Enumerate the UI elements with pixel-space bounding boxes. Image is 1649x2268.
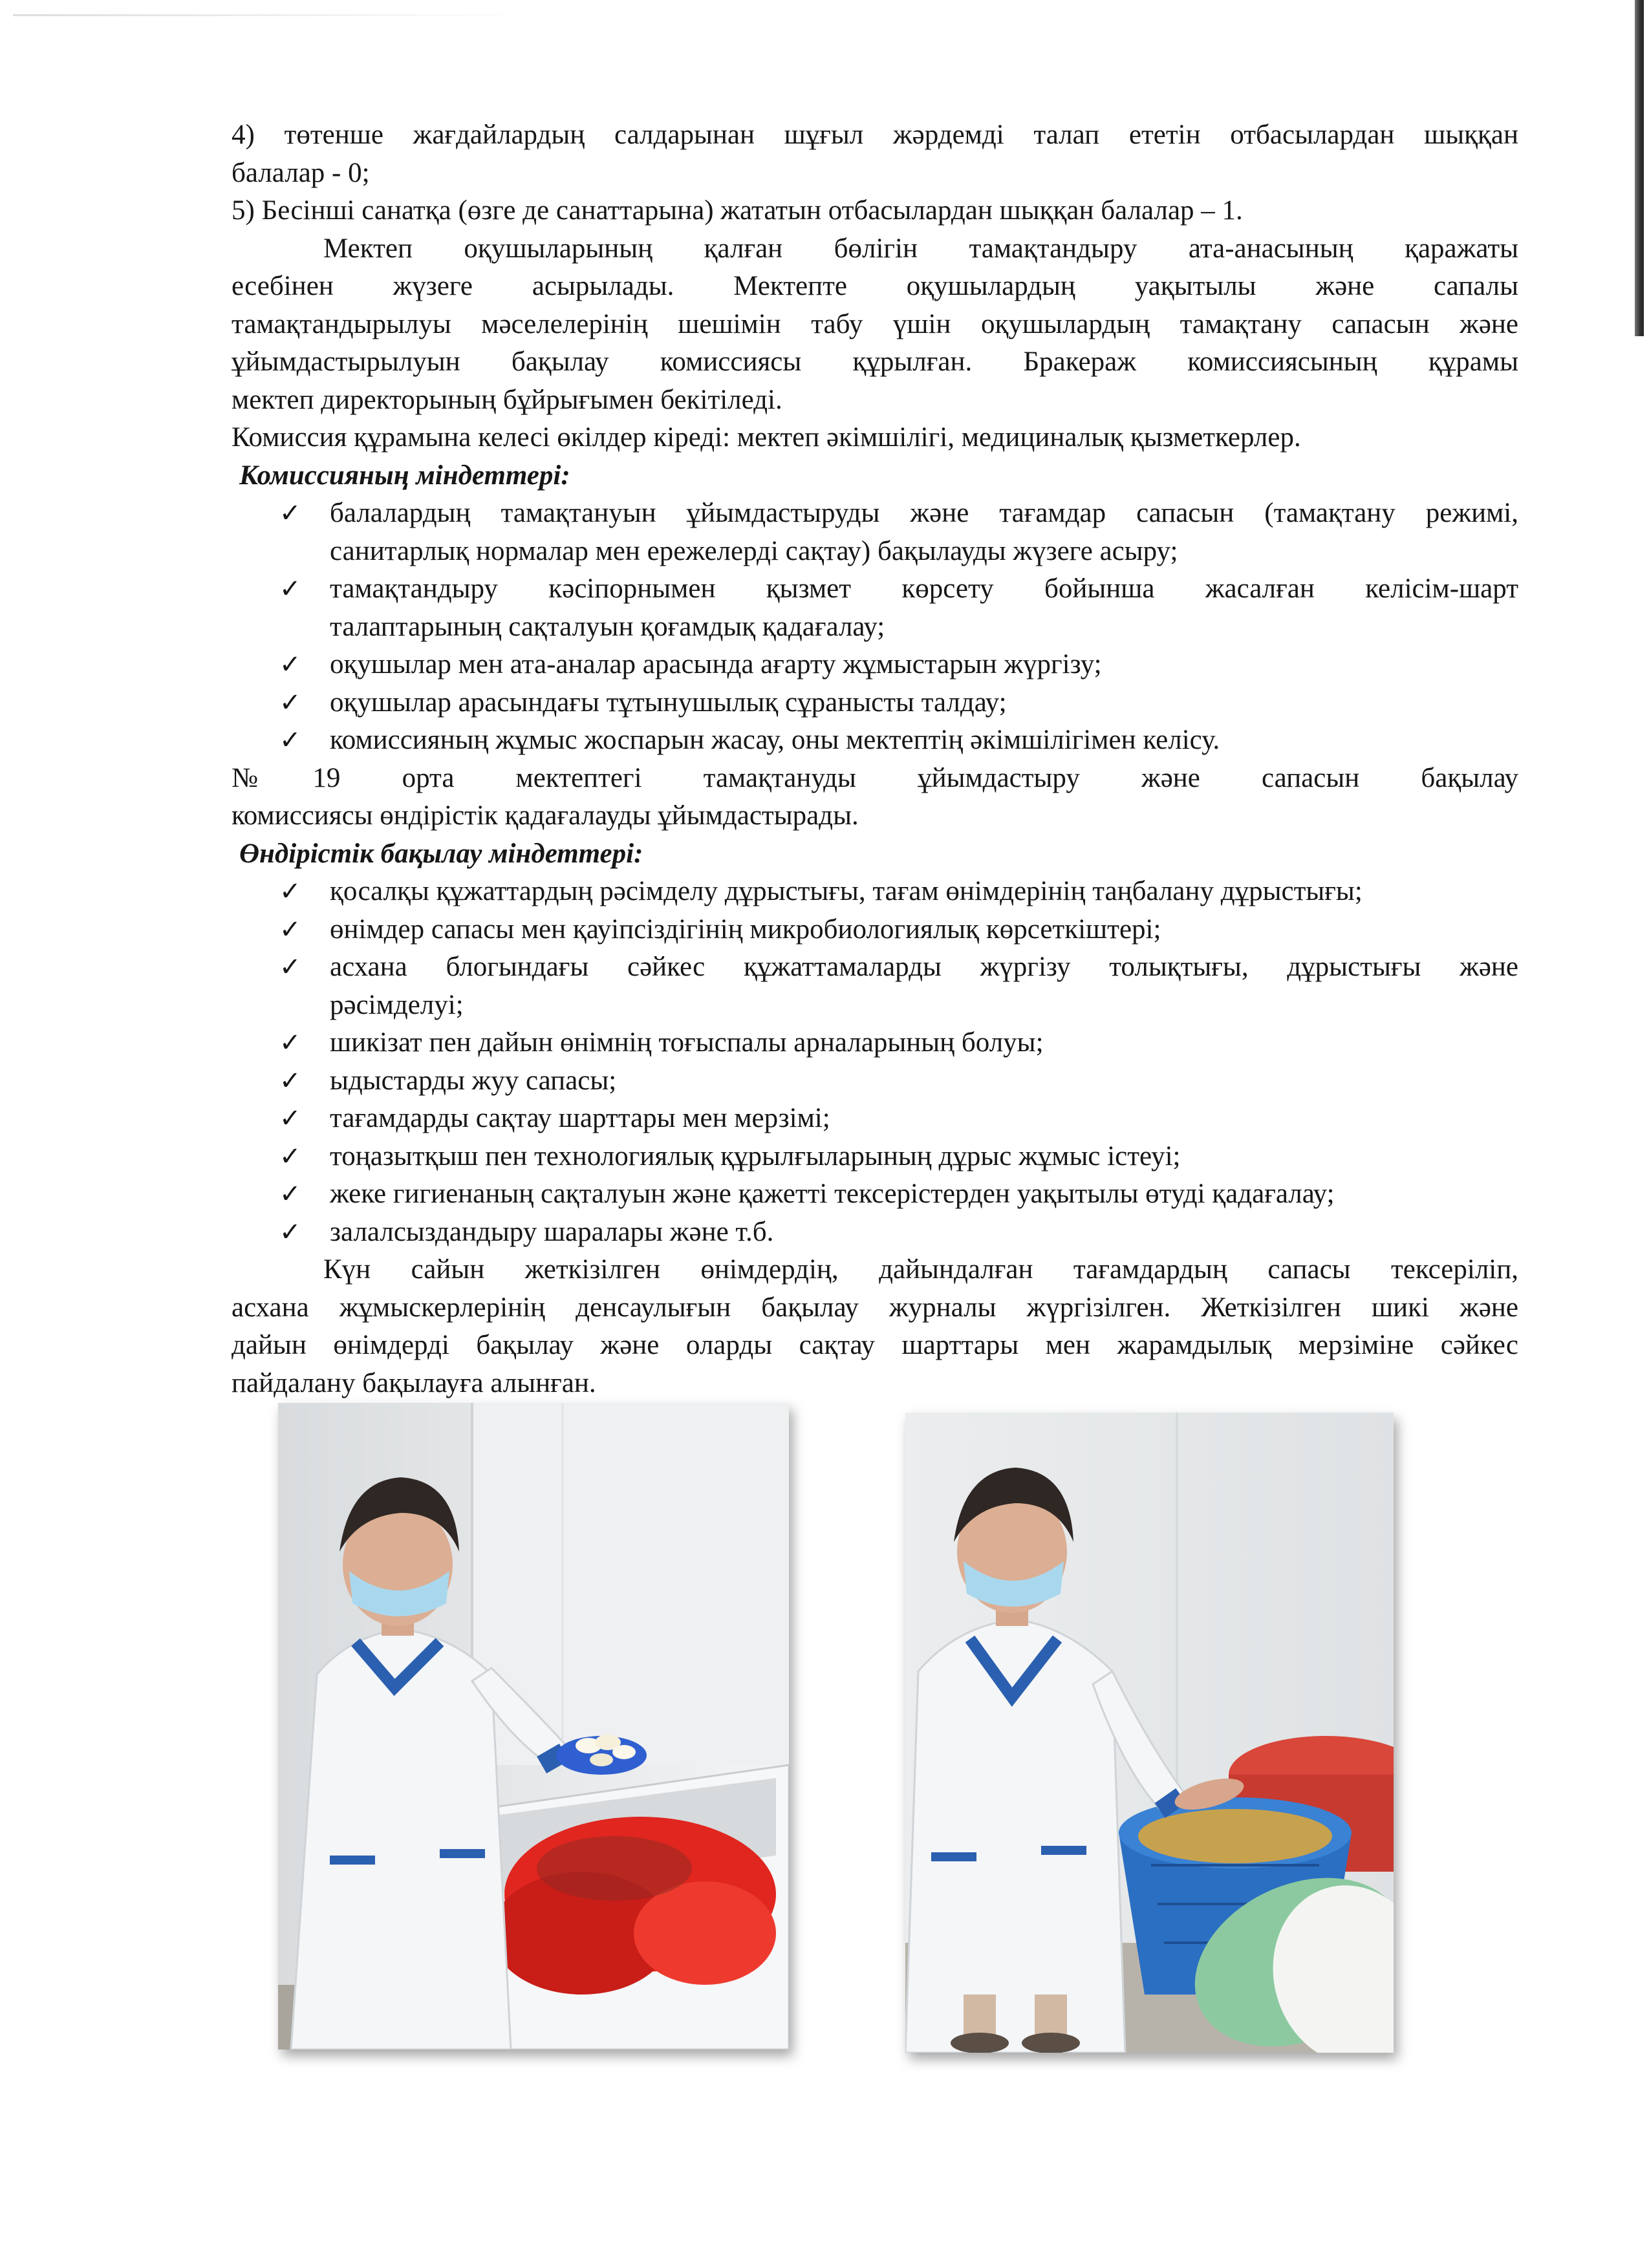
paragraph-funding-4: ұйымдастырылуын бақылау комиссиясы құрылған. Бракераж комиссиясының құрамы [232, 347, 1518, 377]
paragraph-funding-2: есебінен жүзеге асырылады. Мектепте оқушылардың уақытылы және сапалы [232, 271, 1518, 301]
paragraph-funding-1: Мектеп оқушыларының қалған бөлігін тамақтандыру ата-анасының қаражаты [323, 233, 1518, 264]
list-item: ✓ шикізат пен дайын өнімнің тоғыспалы арналарының болуы; [232, 1024, 1518, 1062]
commission-tasks-heading: Комиссияның міндеттері: [239, 460, 570, 491]
paragraph-school-19-2: комиссиясы өндірістік қадағалауды ұйымдастырады. [232, 800, 859, 831]
paragraph-category-4: 4) төтенше жағдайлардың салдарынан шұғыл жәрдемді талап ететін отбасылардан шыққан [232, 120, 1518, 150]
checkmark-icon: ✓ [279, 1179, 301, 1209]
list-item: ✓ жеке гигиенаның сақталуын және қажетті тексерістерден уақытылы өтуді қадағалау; [232, 1175, 1518, 1214]
paragraph-daily-checks-4: пайдалану бақылауға алынған. [232, 1367, 596, 1398]
production-control-heading: Өндірістік бақылау міндеттері: [239, 838, 643, 869]
checkmark-icon: ✓ [279, 952, 301, 982]
paragraph-category-4-cont: балалар - 0; [232, 157, 370, 188]
list-item: ✓ өнімдер сапасы мен қауіпсіздігінің микробиологиялық көрсеткіштері; [232, 911, 1518, 949]
list-item: ✓ тағамдарды сақтау шарттары мен мерзімі; [232, 1100, 1518, 1138]
checkmark-icon: ✓ [279, 914, 301, 945]
checkmark-icon: ✓ [279, 574, 301, 604]
paragraph-funding-3: тамақтандырылуы мәселелерінің шешімін табу үшін оқушылардың тамақтану сапасын және [232, 308, 1518, 339]
scan-artifact-top [13, 14, 530, 16]
list-item: ✓ ыдыстарды жуу сапасы; [232, 1062, 1518, 1100]
paragraph-school-19-1: №19 орта мектептегі тамақтануды ұйымдастыру және сапасын бақылау [232, 762, 1518, 793]
list-item: ✓ тамақтандыру кәсіпорнымен қызмет көрсету бойынша жасалған келісім-шарт талаптарының сақталуын қоғамдық қадағалау; [232, 570, 1518, 646]
list-item: ✓ қосалқы құжаттардың рәсімделу дұрыстығы, тағам өнімдерінің таңбалану дұрыстығы; [232, 873, 1518, 911]
list-item: ✓ балалардың тамақтануын ұйымдастыруды және тағамдар сапасын (тамақтану режимі, санитарлық нормалар мен ережелерді сақтау) бақылауды жүзеге асыру; [232, 495, 1518, 570]
paragraph-category-5: 5) Бесінші санатқа (өзге де санаттарына) жататын отбасылардан шыққан балалар – 1. [232, 195, 1243, 226]
list-item: ✓ залалсыздандыру шаралары және т.б. [232, 1214, 1518, 1252]
photo-freezer-inspection [278, 1403, 789, 2049]
list-item: ✓ оқушылар арасындағы тұтынушылық сұранысты талдау; [232, 684, 1518, 722]
list-item: ✓ тоңазытқыш пен технологиялық құрылғыларының дұрыс жұмыс істеуі; [232, 1138, 1518, 1176]
checkmark-icon: ✓ [279, 1065, 301, 1096]
checkmark-icon: ✓ [279, 725, 301, 755]
commission-tasks-list [232, 495, 1518, 760]
photo-grain-inspection [905, 1413, 1394, 2053]
production-control-list [232, 873, 1518, 1251]
paragraph-funding-5: мектеп директорының бұйрығымен бекітіледі. [232, 384, 782, 415]
paragraph-daily-checks-1: Күн сайын жеткізілген өнімдердің, дайындалған тағамдардың сапасы тексеріліп, [323, 1254, 1518, 1285]
scan-artifact-right-edge [1635, 0, 1644, 336]
list-item: ✓ асхана блогындағы сәйкес құжаттамаларды жүргізу толықтығы, дұрыстығы және рәсімделуі; [232, 948, 1518, 1024]
checkmark-icon: ✓ [279, 1141, 301, 1171]
checkmark-icon: ✓ [279, 498, 301, 528]
paragraph-commission-members: Комиссия құрамына келесі өкілдер кіреді: мектеп әкімшілігі, медициналық қызметкерлер. [232, 422, 1301, 453]
list-item: ✓ оқушылар мен ата-аналар арасында ағарту жұмыстарын жүргізу; [232, 646, 1518, 684]
checkmark-icon: ✓ [279, 650, 301, 679]
paragraph-daily-checks-3: дайын өнімдерді бақылау және оларды сақтау шарттары мен жарамдылық мерзіміне сәйкес [232, 1330, 1518, 1360]
paragraph-daily-checks-2: асхана жұмыскерлерінің денсаулығын бақылау журналы жүргізілген. Жеткізілген шикі және [232, 1292, 1518, 1323]
checkmark-icon: ✓ [279, 1217, 301, 1247]
checkmark-icon: ✓ [279, 1028, 301, 1058]
checkmark-icon: ✓ [279, 687, 301, 718]
checkmark-icon: ✓ [279, 1104, 301, 1133]
document-body [232, 116, 1518, 1402]
list-item: ✓ комиссияның жұмыс жоспарын жасау, оны мектептің әкімшілігімен келісу. [232, 722, 1518, 760]
checkmark-icon: ✓ [279, 877, 301, 906]
